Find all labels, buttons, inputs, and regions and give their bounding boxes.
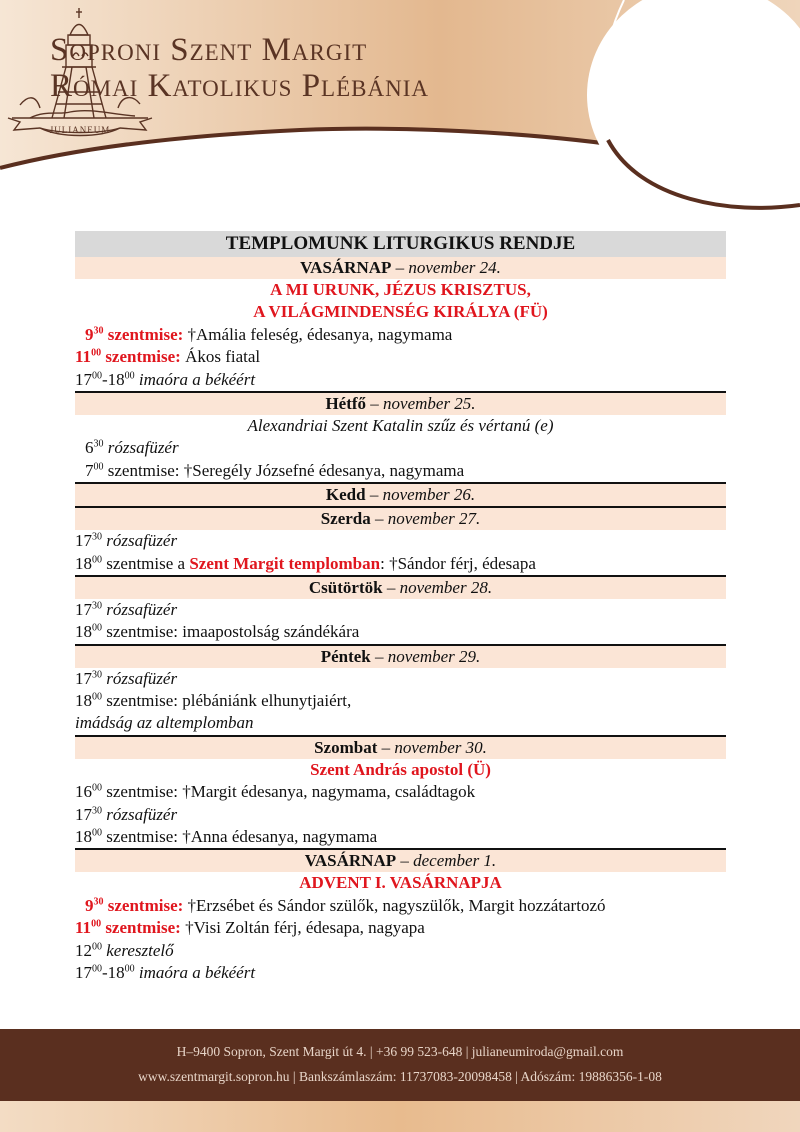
entry-text: 17 [75, 369, 92, 389]
day-name: Szombat [314, 737, 378, 757]
footer-contact-line: H–9400 Sopron, Szent Margit út 4. | +36 99 523-648 | julianeumiroda@gmail.com [176, 1044, 624, 1059]
time-minutes: 00 [93, 461, 104, 473]
entry-text: imádság az altemplomban [75, 713, 254, 733]
schedule-entry [75, 530, 726, 552]
schedule-entry [75, 599, 726, 621]
entry-text: 9 [85, 324, 94, 344]
entry-text: rózsafüzér [103, 438, 179, 458]
parish-name-line-2: Római Katolikus Plébánia [50, 68, 429, 104]
entry-text: 18 [75, 691, 92, 711]
schedule-entry [75, 460, 726, 482]
time-minutes: 30 [92, 531, 102, 543]
entry-text: †Visi Zoltán férj, édesapa, nagyapa [180, 918, 425, 938]
schedule-entry [75, 826, 726, 848]
day-header [75, 391, 726, 415]
logo-text: JULIANEUM [49, 125, 111, 135]
entry-text: imaóra a békéért [134, 962, 256, 982]
schedule-entry [75, 940, 726, 962]
entry-text: †Amália feleség, édesanya, nagymama [183, 324, 453, 344]
time-minutes: 00 [92, 369, 102, 381]
entry-text: 18 [75, 553, 92, 573]
entry-text: 17 [75, 804, 92, 824]
entry-text: -18 [102, 369, 125, 389]
time-minutes: 00 [91, 347, 102, 359]
entry-text: 18 [75, 827, 92, 847]
entry-text: Ákos fiatal [180, 347, 261, 367]
day-header [75, 257, 726, 279]
footer-bank-line: www.szentmargit.sopron.hu | Bankszámlaszám: 11737083-20098458 | Adószám: 19886356-1-08 [138, 1069, 662, 1084]
entry-text: 7 [85, 460, 94, 480]
schedule-entry [75, 668, 726, 690]
schedule-entry [75, 437, 726, 459]
time-minutes: 30 [92, 600, 102, 612]
day-date: – november 28. [386, 577, 493, 597]
time-minutes: 00 [92, 827, 102, 839]
time-minutes: 30 [93, 896, 104, 908]
page-header [0, 0, 800, 215]
entry-text: szentmise: imaapostolság szándékára [102, 622, 360, 642]
entry-text: keresztelő [102, 940, 174, 960]
day-date: – november 29. [375, 646, 481, 666]
entry-text: szentmise: †Anna édesanya, nagymama [102, 827, 378, 847]
entry-text: rózsafüzér [102, 804, 178, 824]
schedule-entry [75, 621, 726, 643]
entry-text: 17 [75, 531, 92, 551]
day-date: – november 30. [381, 737, 487, 757]
schedule-entry [75, 324, 726, 346]
entry-text: Szent Margit templomban [189, 553, 381, 573]
entry-text: rózsafüzér [102, 599, 178, 619]
liturgical-schedule [75, 231, 726, 984]
time-minutes: 00 [124, 963, 135, 975]
entry-text: imaóra a békéért [134, 369, 256, 389]
schedule-entry [75, 804, 726, 826]
schedule-entry [75, 962, 726, 984]
day-name: Kedd [325, 485, 366, 505]
time-minutes: 00 [92, 782, 102, 794]
entry-text: 18 [75, 622, 92, 642]
entry-text: 16 [75, 782, 92, 802]
parish-name-line-1: Soproni Szent Margit [50, 32, 368, 68]
day-header [75, 644, 726, 668]
day-header [75, 735, 726, 759]
entry-text: Szent András apostol (Ü) [310, 759, 491, 779]
day-name: Hétfő [325, 393, 367, 413]
entry-text: 6 [85, 438, 94, 458]
day-name: VASÁRNAP [304, 851, 397, 871]
schedule-entry [75, 917, 726, 939]
schedule-entry [75, 553, 726, 575]
entry-text: rózsafüzér [102, 668, 178, 688]
day-header [75, 575, 726, 599]
entry-text: szentmise: [103, 895, 184, 915]
entry-text: †Erzsébet és Sándor szülők, nagyszülők, Margit hozzátartozó [183, 895, 606, 915]
time-minutes: 00 [92, 553, 102, 565]
time-minutes: 00 [92, 622, 102, 634]
time-minutes: 30 [93, 438, 104, 450]
entry-text: rózsafüzér [102, 531, 178, 551]
entry-text: szentmise: †Margit édesanya, nagymama, családtagok [102, 782, 476, 802]
entry-text: Alexandriai Szent Katalin szűz és vértanú (e) [247, 415, 554, 435]
time-minutes: 00 [92, 691, 102, 703]
feast-line [75, 759, 726, 781]
entry-text: 12 [75, 940, 92, 960]
day-header [75, 482, 726, 506]
day-name: Péntek [320, 646, 371, 666]
day-name: Csütörtök [308, 577, 383, 597]
julianeum-bell-tower-logo [0, 0, 160, 155]
entry-text: ADVENT I. VASÁRNAPJA [299, 873, 502, 893]
time-minutes: 00 [92, 940, 102, 952]
page-footer [0, 1029, 800, 1101]
time-minutes: 30 [92, 804, 102, 816]
time-minutes: 00 [91, 918, 102, 930]
feast-line [75, 301, 726, 323]
entry-text: szentmise a [102, 553, 190, 573]
feast-line [75, 279, 726, 301]
entry-text: szentmise: plébániánk elhunytjaiért, [102, 691, 352, 711]
entry-text: A MI URUNK, JÉZUS KRISZTUS, [270, 280, 531, 299]
entry-text: : †Sándor férj, édesapa [380, 553, 536, 573]
day-name: Szerda [320, 509, 371, 529]
schedule-entry [75, 346, 726, 368]
entry-text: -18 [102, 962, 125, 982]
entry-text: 9 [85, 895, 94, 915]
entry-text: A VILÁGMINDENSÉG KIRÁLYA (FÜ) [253, 302, 548, 322]
entry-text: 17 [75, 962, 92, 982]
entry-text: 11 [75, 918, 92, 938]
feast-line [75, 415, 726, 437]
day-header [75, 506, 726, 530]
day-date: – november 24. [395, 258, 501, 277]
day-header [75, 848, 726, 872]
bottom-decor-strip [0, 1101, 800, 1132]
entry-text: szentmise: †Seregély Józsefné édesanya, nagymama [103, 460, 465, 480]
time-minutes: 30 [92, 669, 102, 681]
schedule-entry [75, 369, 726, 391]
entry-text: 17 [75, 668, 92, 688]
schedule-entry [75, 781, 726, 803]
entry-text: 17 [75, 599, 92, 619]
day-list [75, 257, 726, 984]
day-date: – december 1. [400, 851, 497, 871]
feast-line [75, 872, 726, 894]
entry-text: szentmise: [101, 918, 181, 938]
entry-text: 11 [75, 347, 92, 367]
schedule-entry [75, 895, 726, 917]
entry-text: szentmise: [103, 324, 184, 344]
day-name: VASÁRNAP [300, 258, 392, 277]
schedule-title: TEMPLOMUNK LITURGIKUS RENDJE [75, 231, 726, 257]
day-date: – november 27. [375, 509, 481, 529]
time-minutes: 00 [92, 963, 102, 975]
time-minutes: 00 [124, 369, 135, 381]
schedule-entry [75, 690, 726, 712]
day-date: – november 25. [370, 393, 476, 413]
schedule-entry [75, 712, 726, 734]
time-minutes: 30 [93, 325, 104, 337]
day-date: – november 26. [369, 485, 476, 505]
entry-text: szentmise: [101, 347, 181, 367]
